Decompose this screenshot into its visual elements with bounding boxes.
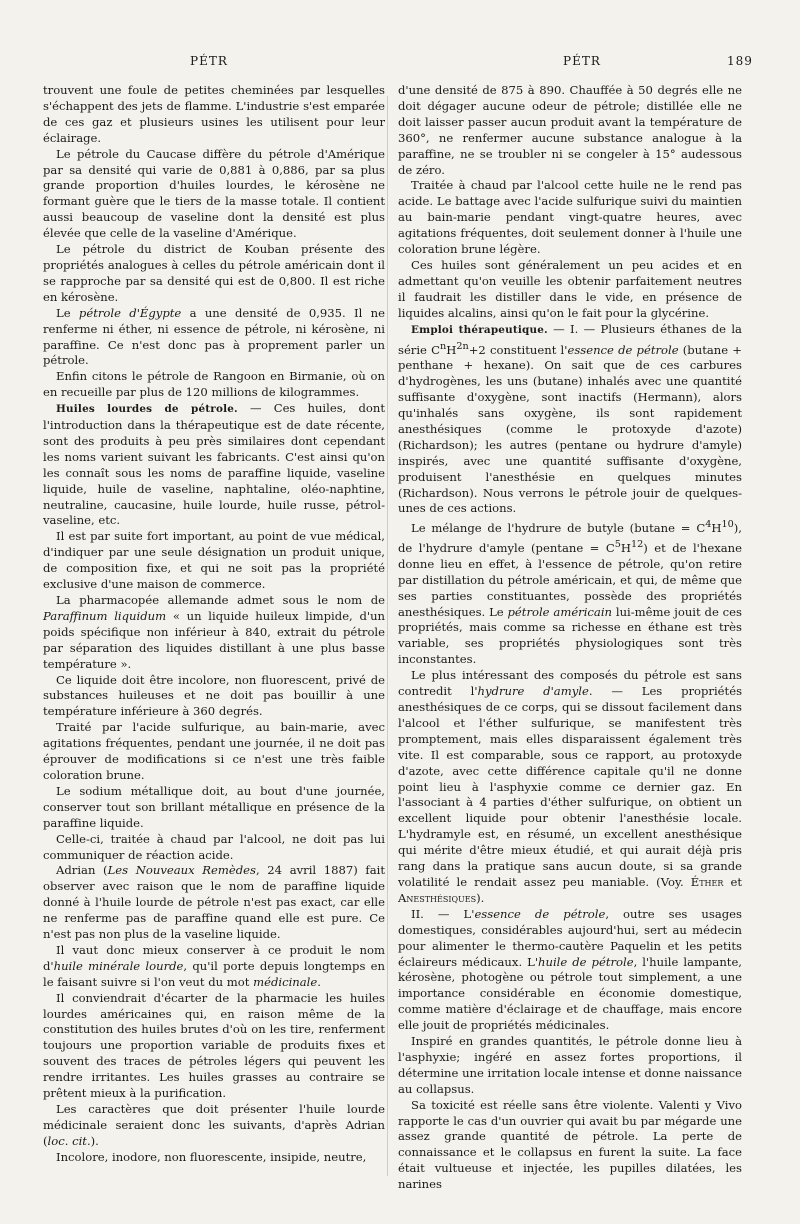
paragraph: Le pétrole d'Égypte a une densité de 0,935. Il ne renferme ni éther, ni essence de pétrole, ni kérosène, ni paraffine. Ce n'est donc pas à proprement parler un pétrole. [43,305,385,368]
paragraph: Ce liquide doit être incolore, non fluorescent, privé de substances huileuses et ne doit pas bouillir à une température inférieure à 360 degrés. [43,672,385,719]
left-column [43,83,385,1166]
paragraph: Le plus intéressant des composés du pétrole est sans contredit l'hydrure d'amyle. — Les propriétés anesthésiques de ce corps, qui se dissout facilement dans l'alcool et l'éther sulfurique, se manifestent très promptement, mais elles disparaissent également très vite. Il est comparable, sous ce rapport, au protoxyde d'azote, avec cette différence capitale qu'il ne donne point lieu à l'asphyxie comme ce dernier gaz. En l'associant à 4 parties d'éther sulfurique, on obtient un excellent liquide pour obtenir l'anesthésie locale. L'hydramyle est, en résumé, un excellent anesthésique qui mérite d'être mieux étudié, et qui aurait déjà pris rang dans la pratique sans aucun doute, si sa grande volatilité le rendait assez peu maniable. (Voy. Éther et Anesthésiques). [398,668,743,905]
paragraph: Traité par l'acide sulfurique, au bain-marie, avec agitations fréquentes, pendant une journée, il ne doit pas éprouver de modifications si ce n'est une très faible coloration brune. [43,720,385,782]
paragraph: Les caractères que doit présenter l'huile lourde médicinale seraient donc les suivants, d'après Adrian (loc. cit.). [43,1102,385,1148]
paragraph: Huiles lourdes de pétrole. — Ces huiles, dont l'introduction dans la thérapeutique est de date récente, sont des produits à peu près similaires dont cependant les noms varient suivant les fabricants. C'est ainsi qu'on les connaît sous les noms de paraffine liquide, vaseline liquide, huile de vaseline, naphtaline, oléo-naphtine, neutraline, caucasine, huile lourde, huile russe, pétrol-vaseline, etc. [43,401,385,528]
header-left-word: PÉTR [190,54,228,68]
paragraph: Inspiré en grandes quantités, le pétrole donne lieu à l'asphyxie; ingéré en assez fortes proportions, il détermine une irritation locale intense et donne naissance au collapsus. [398,1034,742,1096]
paragraph: Emploi thérapeutique. — I. — Plusieurs éthanes de la série $C^nH^{2n}+2$ constituent l'essence de pétrole (butane + penthane + hexane). On sait que de ces carbures d'hydrogènes, les uns (butane) inhalés avec une quantité suffisante d'oxygène, sont inactifs (Hermann), alors qu'inhalés sans oxygène, ils sont rapidement anesthésiques (comme le protoxyde d'azote) (Richardson); les autres (pentane ou hydrure d'amyle) inspirés, avec une quantité suffisante d'oxygène, produisent l'anesthésie en quelques minutes (Richardson). Nous verrons le pétrole jouir de quelques-unes de ces actions. [398,321,742,516]
paragraph: Le pétrole du Caucase diffère du pétrole d'Amérique par sa densité qui varie de 0,881 à 0,886, par sa plus grande proportion d'huiles lourdes, le kérosène ne formant guère que le tiers de la masse totale. Il contient aussi beaucoup de vaseline dont la densité est plus élevée que celle de la vaseline d'Amérique. [43,146,385,241]
header-center-word: PÉTR [563,54,601,68]
section-heading: Emploi thérapeutique. [411,323,548,336]
paragraph: Adrian (Les Nouveaux Remèdes, 24 avril 1887) fait observer avec raison que le nom de paraffine liquide donné à l'huile lourde de pétrole n'est pas exact, car elle ne renferme pas de paraffine quand elle est pure. Ce n'est pas non plus de la vaseline liquide. [43,863,385,942]
section-heading: Huiles lourdes de pétrole. [56,403,238,416]
paragraph: Il conviendrait d'écarter de la pharmacie les huiles lourdes américaines qui, en raison même de la constitution des huiles brutes d'où on les tire, renferment toujours une proportion variable de produits fixes et souvent des traces de pétroles légers qui peuvent les rendre irritantes. Les huiles grasses au contraire se prêtent mieux à la purification. [43,990,385,1101]
paragraph: Enfin citons le pétrole de Rangoon en Birmanie, où on en recueille par plus de 120 millions de kilogrammes. [43,369,385,400]
right-column [398,83,742,1193]
column-divider [387,96,388,1176]
paragraph: II. — L'essence de pétrole, outre ses usages domestiques, considérables aujourd'hui, sert au médecin pour alimenter le thermo-cautère Paquelin et les petits éclaireurs médicaux. L'huile de pétrole, l'huile lampante, kérosène, photogène ou pétrole tout simplement, a une importance considérable en économie domestique, comme matière d'éclairage et de chauffage, mais encore elle jouit de propriétés médicinales. [398,906,742,1033]
paragraph: Sa toxicité est réelle sans être violente. Valenti y Vivo rapporte le cas d'un ouvrier qui avait bu par mégarde une assez grande quantité de pétrole. La perte de connaissance et le collapsus en furent la suite. La face était vultueuse et injectée, les pupilles dilatées, les narines [398,1097,742,1192]
paragraph: Le pétrole du district de Kouban présente des propriétés analogues à celles du pétrole américain dont il se rapproche par sa densité qui est de 0,800. Il est riche en kérosène. [43,242,385,304]
paragraph: Le sodium métallique doit, au bout d'une journée, conserver tout son brillant métallique en présence de la paraffine liquide. [43,783,385,830]
paragraph: Traitée à chaud par l'alcool cette huile ne le rend pas acide. Le battage avec l'acide sulfurique suivi du maintien au bain-marie pendant vingt-quatre heures, avec agitations fréquentes, doit seulement donner à l'huile une coloration brune légère. [398,178,742,257]
paragraph: Il vaut donc mieux conserver à ce produit le nom d'huile minérale lourde, qu'il porte depuis longtemps en le faisant suivre si l'on veut du mot médicinale. [43,942,385,989]
running-head [0,54,800,74]
paragraph: Le mélange de l'hydrure de butyle $(butane = C^4H^{10})$, de l'hydrure d'amyle $(pentane = C^5H^{12})$ et de l'hexane donne lieu en effet, à l'essence de pétrole, qu'on retire par distillation du pétrole américain, et qui, de même que ses parties constituantes, possède des propriétés anesthésiques. Le pétrole américain lui-même jouit de ces propriétés, mais comme sa richesse en éthane est très variable, ses propriétés physiologiques sont très inconstantes. [398,519,742,667]
page-number: 189 [727,54,753,68]
paragraph: Ces huiles sont généralement un peu acides et en admettant qu'on veuille les obtenir parfaitement neutres il faudrait les distiller dans le vide, en présence de liquides alcalins, ainsi qu'on le fait pour la glycérine. [398,257,742,320]
paragraph: trouvent une foule de petites cheminées par lesquelles s'échappent des jets de flamme. L'industrie s'est emparée de ces gaz et plusieurs usines les utilisent pour leur éclairage. [43,83,385,145]
paragraph: d'une densité de 875 à 890. Chauffée à 50 degrés elle ne doit dégager aucune odeur de pétrole; distillée elle ne doit laisser passer aucun produit avant la température de 360°, ne renfermer aucune substance analogue à la paraffine, ne se troubler ni se congeler à 15° audessous de zéro. [398,83,742,177]
paragraph: Il est par suite fort important, au point de vue médical, d'indiquer par une seule désignation un produit unique, de composition fixe, et qui ne soit pas la propriété exclusive d'une maison de commerce. [43,529,385,592]
paragraph: Celle-ci, traitée à chaud par l'alcool, ne doit pas lui communiquer de réaction acide. [43,831,385,862]
paragraph: La pharmacopée allemande admet sous le nom de Paraffinum liquidum « un liquide huileux limpide, d'un poids spécifique non inférieur à 840, extrait du pétrole par séparation des liquides distillant à une plus basse température ». [43,593,385,671]
paragraph: Incolore, inodore, non fluorescente, insipide, neutre, [56,1149,367,1164]
